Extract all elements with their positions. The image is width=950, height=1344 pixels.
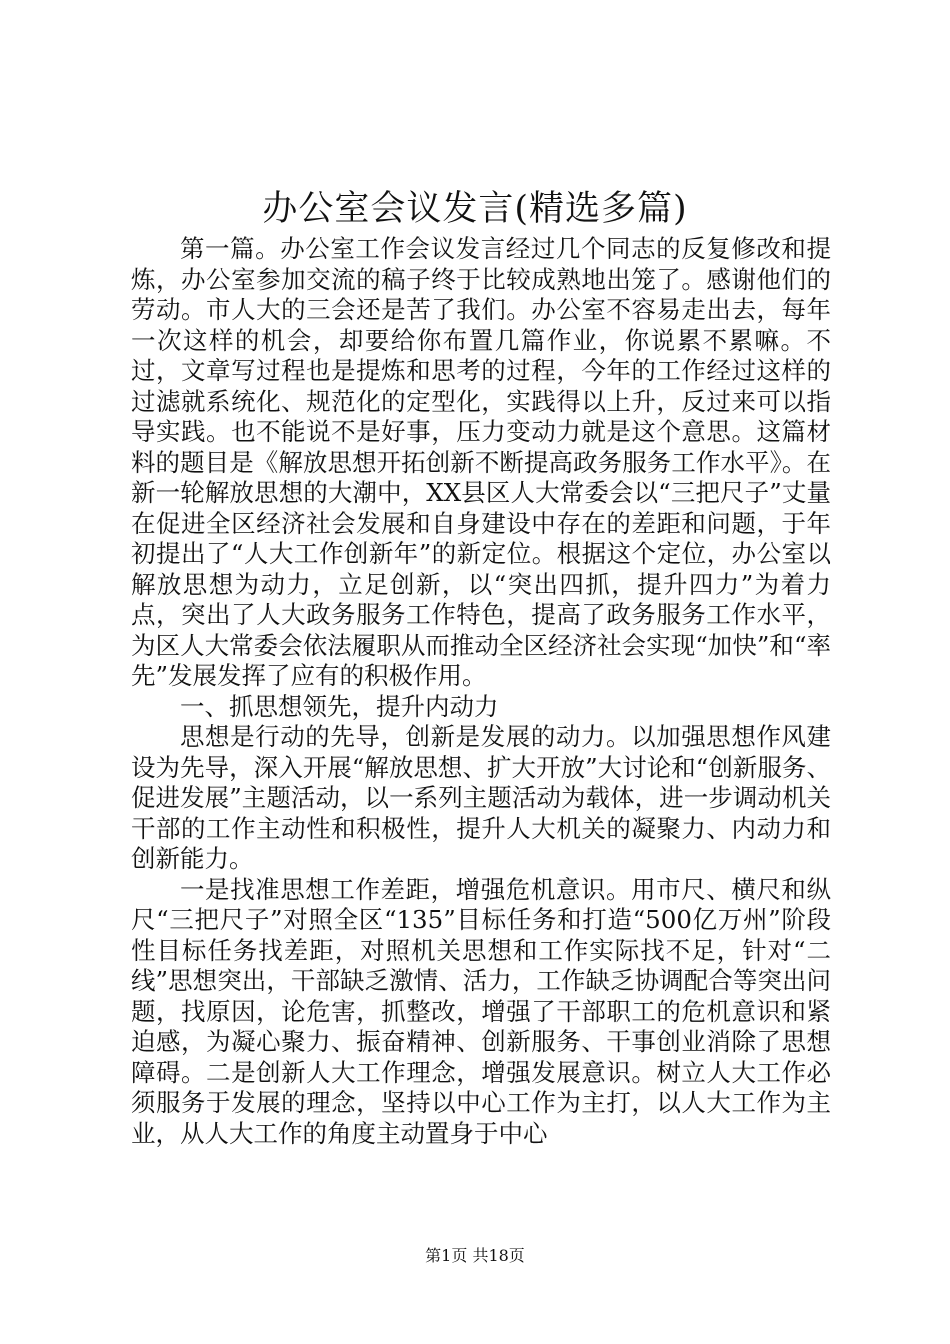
document-title: 办公室会议发言(精选多篇)	[262, 189, 688, 229]
page-number-footer: 第1页 共18页	[425, 1246, 525, 1265]
paragraph-intro: 第一篇。办公室工作会议发言经过几个同志的反复修改和提炼，办公室参加交流的稿子终于比较成熟地出笼了。感谢他们的劳动。市人大的三会还是苦了我们。办公室不容易走出去，每年一次这样的机会，却要给你布置几篇作业，你说累不累嘛。不过，文章写过程也是提炼和思考的过程，今年的工作经过这样的过滤就系统化、规范化的定型化，实践得以上升，反过来可以指导实践。也不能说不是好事，压力变动力就是这个意思。这篇材料的题目是《解放思想开拓创新不断提高政务服务工作水平》。在新一轮解放思想的大潮中，XX县区人大常委会以“三把尺子”丈量在促进全区经济社会发展和自身建设中存在的差距和问题，于年初提出了“人大工作创新年”的新定位。根据这个定位，办公室以解放思想为动力，立足创新，以“突出四抓，提升四力”为着力点，突出了人大政务服务工作特色，提高了政务服务工作水平，为区人大常委会依法履职从而推动全区经济社会实现“加快”和“率先”发展发挥了应有的积极作用。	[131, 234, 831, 690]
section-heading: 一、抓思想领先，提升内动力	[180, 691, 499, 721]
paragraph-section-intro: 思想是行动的先导，创新是发展的动力。以加强思想作风建设为先导，深入开展“解放思想、扩大开放”大讨论和“创新服务、促进发展”主题活动，以一系列主题活动为载体，进一步调动机关干部的工作主动性和积极性，提升人大机关的凝聚力、内动力和创新能力。	[131, 722, 831, 873]
document-body	[131, 234, 831, 1149]
paragraph-details: 一是找准思想工作差距，增强危机意识。用市尺、横尺和纵尺“三把尺子”对照全区“135”目标任务和打造“500亿万州”阶段性目标任务找差距，对照机关思想和工作实际找不足，针对“二线”思想突出，干部缺乏激情、活力，工作缺乏协调配合等突出问题，找原因，论危害，抓整改，增强了干部职工的危机意识和紧迫感，为凝心聚力、振奋精神、创新服务、干事创业消除了思想障碍。二是创新人大工作理念，增强发展意识。树立人大工作必须服务于发展的理念，坚持以中心工作为主打，以人大工作为主业，从人大工作的角度主动置身于中心	[131, 874, 831, 1148]
